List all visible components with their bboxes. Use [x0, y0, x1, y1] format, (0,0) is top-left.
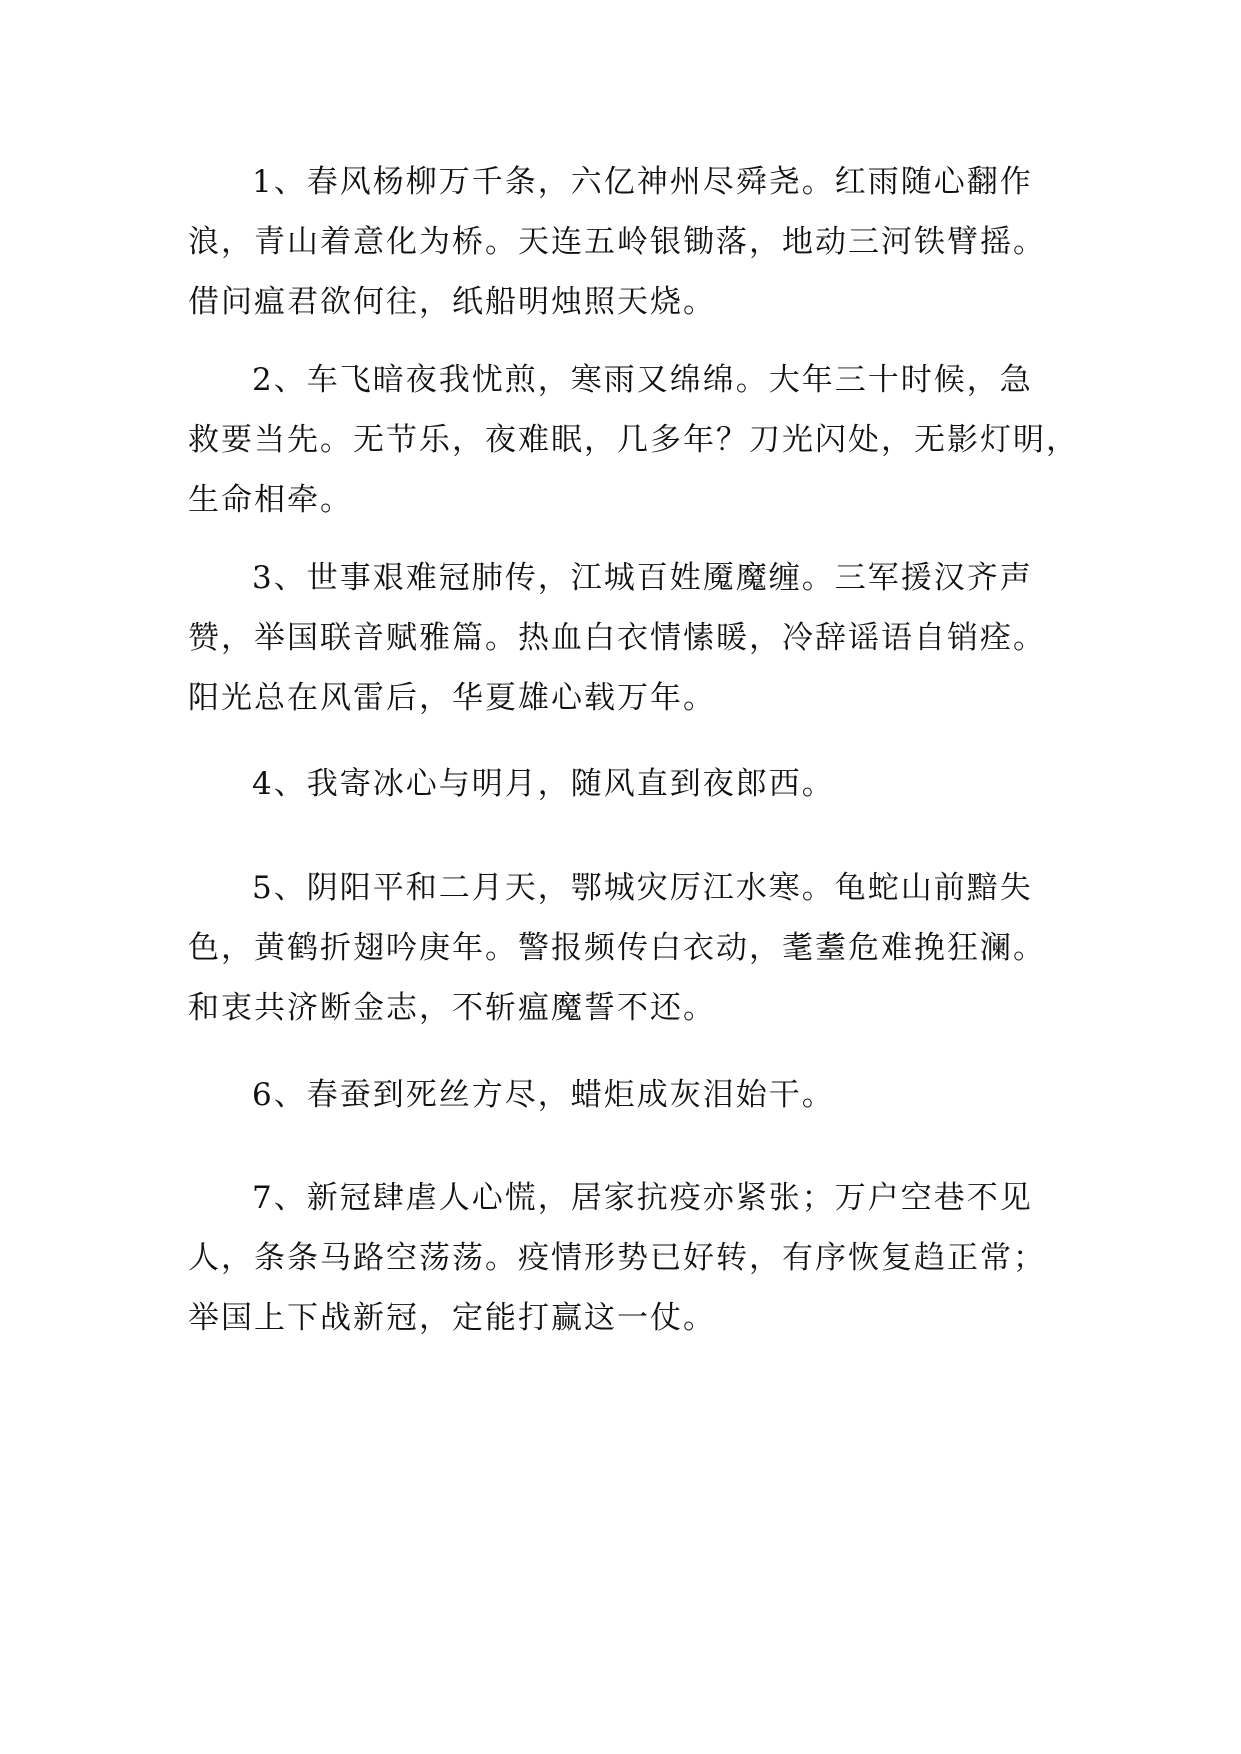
paragraph-7 [188, 1168, 1068, 1348]
paragraph-line: 借问瘟君欲何往，纸船明烛照天烧。 [188, 284, 716, 320]
paragraph-line: 人，条条马路空荡荡。疫情形势已好转，有序恢复趋正常； [188, 1240, 1046, 1276]
paragraph-2 [188, 350, 1079, 530]
paragraph-line: 生命相牵。 [188, 482, 353, 518]
paragraph-line: 1、春风杨柳万千条，六亿神州尽舜尧。红雨随心翻作 [252, 164, 1033, 200]
paragraph-line: 和衷共济断金志，不斩瘟魔誓不还。 [188, 990, 716, 1026]
paragraph-line: 举国上下战新冠，定能打赢这一仗。 [188, 1300, 716, 1336]
paragraph-4 [188, 754, 1068, 814]
paragraph-line: 3、世事艰难冠肺传，江城百姓魇魔缠。三军援汉齐声 [252, 560, 1033, 596]
paragraph-line: 浪，青山着意化为桥。天连五岭银锄落，地动三河铁臂摇。 [188, 224, 1046, 260]
paragraph-line: 色，黄鹤折翅吟庚年。警报频传白衣动，耄耋危难挽狂澜。 [188, 930, 1046, 966]
paragraph-line: 2、车飞暗夜我忧煎，寒雨又绵绵。大年三十时候，急 [252, 362, 1033, 398]
paragraph-line: 赞，举国联音赋雅篇。热血白衣情愫暖，冷辞谣语自销痊。 [188, 620, 1046, 656]
paragraph-6 [188, 1065, 1068, 1125]
paragraph-line: 阳光总在风雷后，华夏雄心载万年。 [188, 680, 716, 716]
paragraph-3 [188, 548, 1068, 728]
paragraph-5 [188, 858, 1068, 1038]
paragraph-line: 6、春蚕到死丝方尽，蜡炬成灰泪始干。 [252, 1077, 835, 1113]
paragraph-line: 5、阴阳平和二月天，鄂城灾厉江水寒。龟蛇山前黯失 [252, 870, 1033, 906]
paragraph-line: 救要当先。无节乐，夜难眠，几多年？刀光闪处，无影灯明， [188, 422, 1079, 458]
paragraph-line: 7、新冠肆虐人心慌，居家抗疫亦紧张；万户空巷不见 [252, 1180, 1033, 1216]
paragraph-1 [188, 152, 1068, 332]
paragraph-line: 4、我寄冰心与明月，随风直到夜郎西。 [252, 766, 835, 802]
